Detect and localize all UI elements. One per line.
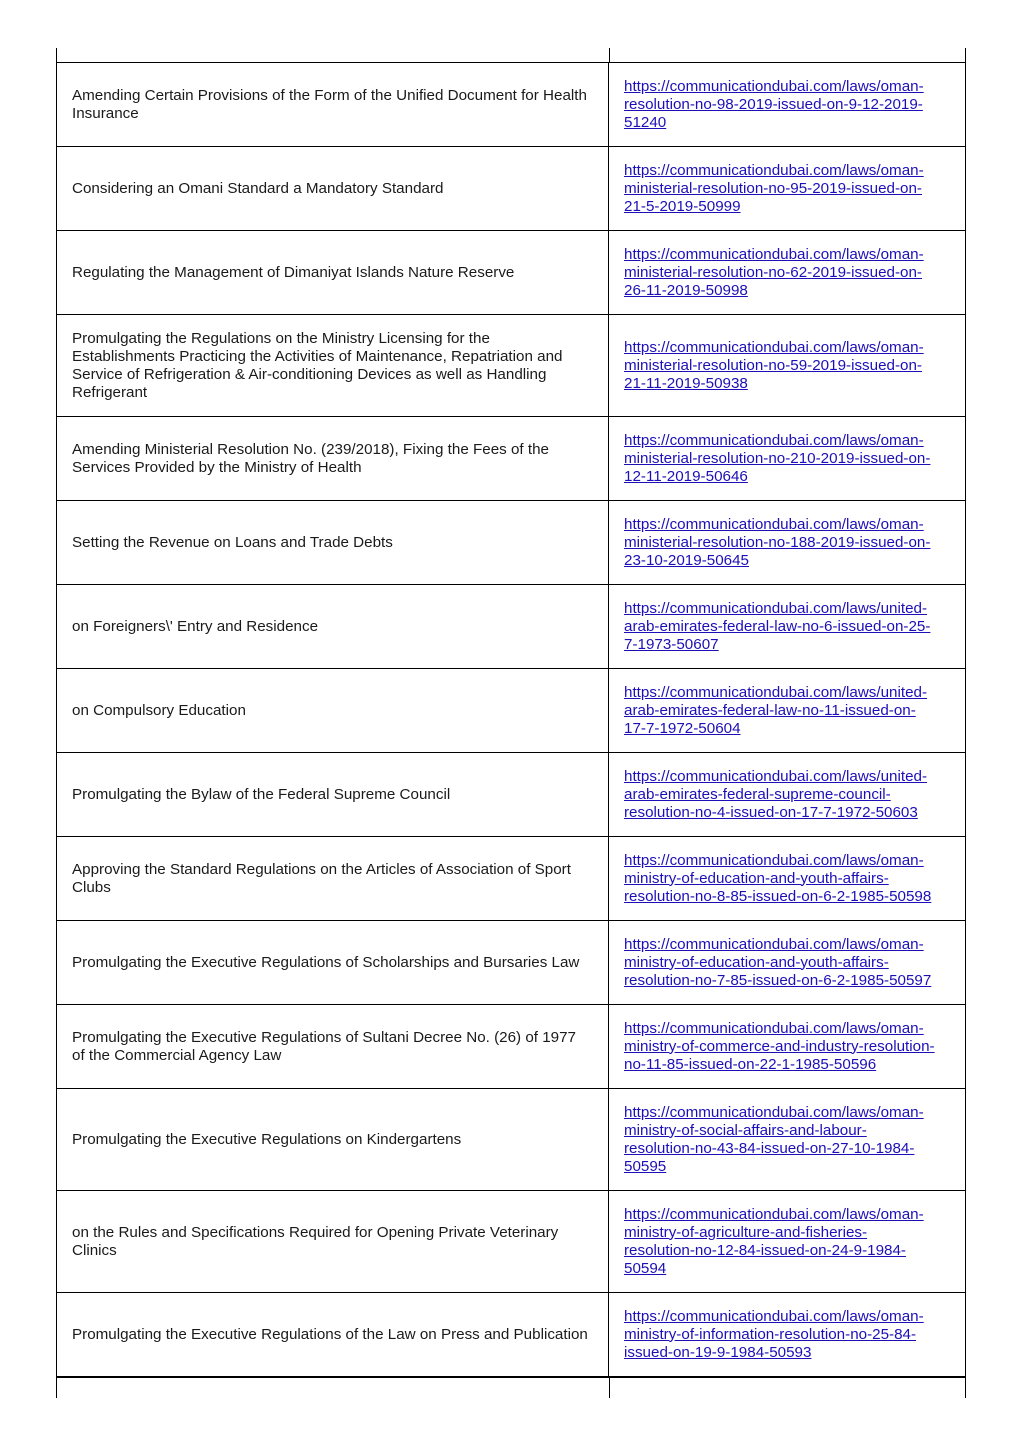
law-link-cell [609, 921, 965, 1004]
table-row [56, 753, 966, 837]
law-link-line: resolution-no-8-85-issued-on-6-2-1985-50598 [624, 887, 932, 905]
law-title: Amending Ministerial Resolution No. (239/2018), Fixing the Fees of the Services Provided by the Ministry of Health [57, 417, 609, 500]
table-row [56, 669, 966, 753]
law-link-cell [609, 1191, 965, 1292]
law-link-line: https://communicationdubai.com/laws/oman- [624, 1103, 924, 1121]
law-link-line: 7-1973-50607 [624, 635, 719, 653]
law-link-line: https://communicationdubai.com/laws/oman- [624, 851, 924, 869]
table-row [56, 315, 966, 417]
law-link-line: https://communicationdubai.com/laws/oman- [624, 1307, 924, 1325]
law-link-line: 12-11-2019-50646 [624, 467, 748, 485]
table-row [56, 63, 966, 147]
law-title: Considering an Omani Standard a Mandatory Standard [57, 147, 609, 230]
law-link-line: resolution-no-7-85-issued-on-6-2-1985-50597 [624, 971, 932, 989]
law-link[interactable] [624, 852, 931, 906]
law-link-line: resolution-no-4-issued-on-17-7-1972-50603 [624, 803, 918, 821]
law-link-line: https://communicationdubai.com/laws/oman- [624, 338, 924, 356]
law-link-line: https://communicationdubai.com/laws/oman- [624, 77, 924, 95]
law-link-cell [609, 417, 965, 500]
law-link[interactable] [624, 339, 924, 393]
law-link-line: https://communicationdubai.com/laws/oman- [624, 245, 924, 263]
law-link-cell [609, 837, 965, 920]
law-link-line: 21-11-2019-50938 [624, 374, 748, 392]
law-link-cell [609, 63, 965, 146]
law-link-line: arab-emirates-federal-law-no-11-issued-on- [624, 701, 916, 719]
law-link[interactable] [624, 1020, 935, 1074]
law-link-cell [609, 753, 965, 836]
law-link-line: ministry-of-information-resolution-no-25-84- [624, 1325, 917, 1343]
law-link-line: resolution-no-98-2019-issued-on-9-12-2019- [624, 95, 923, 113]
law-link[interactable] [624, 936, 931, 990]
law-link-line: ministerial-resolution-no-62-2019-issued-on- [624, 263, 922, 281]
law-link-line: ministry-of-agriculture-and-fisheries- [624, 1223, 868, 1241]
law-link-cell [609, 231, 965, 314]
law-link-line: ministry-of-commerce-and-industry-resolution- [624, 1037, 935, 1055]
law-title: Promulgating the Executive Regulations of Sultani Decree No. (26) of 1977 of the Commercial Agency Law [57, 1005, 609, 1088]
law-link-line: 26-11-2019-50998 [624, 281, 748, 299]
law-link[interactable] [624, 516, 930, 570]
law-title: Promulgating the Executive Regulations of Scholarships and Bursaries Law [57, 921, 609, 1004]
law-link-line: https://communicationdubai.com/laws/oman- [624, 1019, 924, 1037]
law-link-line: https://communicationdubai.com/laws/oman- [624, 515, 924, 533]
law-title: on Foreigners\' Entry and Residence [57, 585, 609, 668]
law-link-cell [609, 501, 965, 584]
law-link-cell [609, 669, 965, 752]
table-row [56, 585, 966, 669]
table-body [56, 63, 966, 1377]
law-title: Amending Certain Provisions of the Form of the Unified Document for Health Insurance [57, 63, 609, 146]
table-row [56, 1293, 966, 1377]
table-continuation-top [56, 48, 966, 63]
table-row [56, 1089, 966, 1191]
law-link-line: https://communicationdubai.com/laws/united- [624, 767, 928, 785]
law-link-line: https://communicationdubai.com/laws/united- [624, 599, 928, 617]
law-link[interactable] [624, 1206, 924, 1278]
law-link-line: ministry-of-education-and-youth-affairs- [624, 953, 889, 971]
law-link[interactable] [624, 246, 924, 300]
law-title: on the Rules and Specifications Required for Opening Private Veterinary Clinics [57, 1191, 609, 1292]
law-link[interactable] [624, 768, 927, 822]
law-title: Promulgating the Bylaw of the Federal Supreme Council [57, 753, 609, 836]
law-link-line: ministerial-resolution-no-59-2019-issued-on- [624, 356, 922, 374]
law-title: Promulgating the Regulations on the Ministry Licensing for the Establishments Practicing the Activities of Maintenance, Repatriation and Service of Refrigeration & Air-conditioning Devices as well as Handling Refrigerant [57, 315, 609, 416]
law-link[interactable] [624, 600, 930, 654]
table-row [56, 921, 966, 1005]
table-continuation-bottom [56, 1377, 966, 1398]
law-link[interactable] [624, 78, 924, 132]
law-link[interactable] [624, 432, 930, 486]
law-link-line: https://communicationdubai.com/laws/oman- [624, 1205, 924, 1223]
law-link-line: 51240 [624, 113, 667, 131]
law-title: Setting the Revenue on Loans and Trade Debts [57, 501, 609, 584]
law-title: Promulgating the Executive Regulations of the Law on Press and Publication [57, 1293, 609, 1376]
law-link-line: 50595 [624, 1157, 667, 1175]
law-link-cell [609, 315, 965, 416]
law-title: Promulgating the Executive Regulations on Kindergartens [57, 1089, 609, 1190]
law-link-line: 17-7-1972-50604 [624, 719, 741, 737]
law-link-line: 50594 [624, 1259, 667, 1277]
law-link-line: 23-10-2019-50645 [624, 551, 749, 569]
law-link-cell [609, 1005, 965, 1088]
table-row [56, 417, 966, 501]
law-link-line: ministerial-resolution-no-210-2019-issued-on- [624, 449, 931, 467]
law-link-line: 21-5-2019-50999 [624, 197, 741, 215]
law-link-line: resolution-no-12-84-issued-on-24-9-1984- [624, 1241, 906, 1259]
law-link-line: no-11-85-issued-on-22-1-1985-50596 [624, 1055, 877, 1073]
table-row [56, 231, 966, 315]
law-link-cell [609, 585, 965, 668]
law-link-line: ministry-of-social-affairs-and-labour- [624, 1121, 867, 1139]
table-row [56, 147, 966, 231]
law-title: Approving the Standard Regulations on the Articles of Association of Sport Clubs [57, 837, 609, 920]
law-link-line: ministerial-resolution-no-95-2019-issued-on- [624, 179, 922, 197]
table-row [56, 837, 966, 921]
law-link-line: ministry-of-education-and-youth-affairs- [624, 869, 889, 887]
law-title: on Compulsory Education [57, 669, 609, 752]
law-link-line: arab-emirates-federal-law-no-6-issued-on-25- [624, 617, 931, 635]
law-link-line: issued-on-19-9-1984-50593 [624, 1343, 812, 1361]
law-link[interactable] [624, 684, 927, 738]
law-link-line: https://communicationdubai.com/laws/oman- [624, 161, 924, 179]
law-link-cell [609, 147, 965, 230]
law-link-line: resolution-no-43-84-issued-on-27-10-1984- [624, 1139, 915, 1157]
table-row [56, 1191, 966, 1293]
law-link-line: arab-emirates-federal-supreme-council- [624, 785, 891, 803]
law-link-cell [609, 1089, 965, 1190]
law-link-line: ministerial-resolution-no-188-2019-issued-on- [624, 533, 931, 551]
law-link-cell [609, 1293, 965, 1376]
law-link-line: https://communicationdubai.com/laws/oman- [624, 431, 924, 449]
table-row [56, 501, 966, 585]
law-link[interactable] [624, 162, 924, 216]
law-link-line: https://communicationdubai.com/laws/oman- [624, 935, 924, 953]
law-title: Regulating the Management of Dimaniyat Islands Nature Reserve [57, 231, 609, 314]
law-link[interactable] [624, 1104, 924, 1176]
table-row [56, 1005, 966, 1089]
laws-table [56, 48, 966, 1398]
law-link-line: https://communicationdubai.com/laws/united- [624, 683, 928, 701]
law-link[interactable] [624, 1308, 924, 1362]
